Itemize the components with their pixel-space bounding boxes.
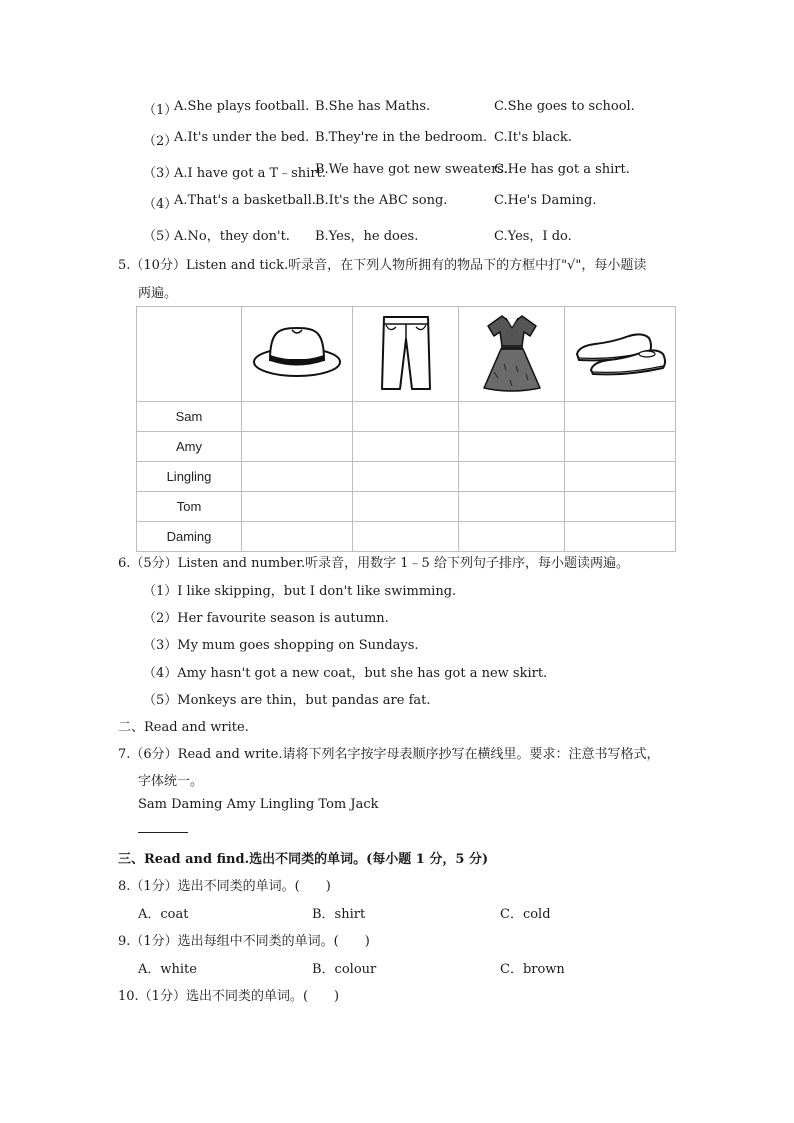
q4-item-1-option-b: B.She has Maths. xyxy=(315,99,431,114)
section-2-heading: 二、Read and write. xyxy=(118,720,249,735)
q4-item-5-option-a: A.No，they don't. xyxy=(174,229,290,244)
q5-dress-cell xyxy=(459,307,565,402)
q5-name-tom: Tom xyxy=(137,492,242,522)
q7-name-list: Sam Daming Amy Lingling Tom Jack xyxy=(138,797,379,812)
q5-tick-table xyxy=(136,306,676,552)
q6-item-5: （5）Monkeys are thin，but pandas are fat. xyxy=(143,693,431,708)
q5-header-row xyxy=(137,307,676,402)
q5-name-sam: Sam xyxy=(137,402,242,432)
tick-box[interactable] xyxy=(242,462,353,492)
shoes-icon xyxy=(573,328,667,378)
q4-item-5-option-b: B.Yes，he does. xyxy=(315,229,419,244)
q4-item-4-option-c: C.He's Daming. xyxy=(494,193,597,208)
tick-box[interactable] xyxy=(242,522,353,552)
trousers-icon xyxy=(376,313,436,393)
q5-name-lingling: Lingling xyxy=(137,462,242,492)
q5-hat-cell xyxy=(242,307,353,402)
dress-icon xyxy=(480,312,544,394)
q4-item-1-option-a: A.She plays football. xyxy=(174,99,310,114)
tick-box[interactable] xyxy=(459,432,565,462)
q10-question: 10.（1分）选出不同类的单词。( ) xyxy=(118,989,340,1004)
q4-item-4-option-b: B.It's the ABC song. xyxy=(315,193,448,208)
tick-box[interactable] xyxy=(353,432,459,462)
tick-box[interactable] xyxy=(353,402,459,432)
tick-box[interactable] xyxy=(565,402,676,432)
q4-item-2-option-b: B.They're in the bedroom. xyxy=(315,130,488,145)
q4-item-5-num: （5） xyxy=(143,229,178,244)
q9-option-c[interactable]: C．brown xyxy=(500,962,565,977)
q7-instruction-cont: 字体统一。 xyxy=(138,774,204,789)
q8-question: 8.（1分）选出不同类的单词。( ) xyxy=(118,879,331,894)
q5-shoes-cell xyxy=(565,307,676,402)
q5-instruction-cont: 两遍。 xyxy=(138,286,178,301)
q6-item-1: （1）I like skipping，but I don't like swimming. xyxy=(143,584,457,599)
tick-box[interactable] xyxy=(459,402,565,432)
q5-instruction: 5.（10分）Listen and tick.听录音，在下列人物所拥有的物品下的方框中打"√"，每小题读 xyxy=(118,258,647,273)
q7-answer-line[interactable] xyxy=(138,832,188,833)
q8-option-b[interactable]: B．shirt xyxy=(312,907,366,922)
q5-row-lingling xyxy=(137,462,676,492)
tick-box[interactable] xyxy=(242,432,353,462)
q6-instruction: 6.（5分）Listen and number.听录音，用数字 1﹣5 给下列句子排序，每小题读两遍。 xyxy=(118,556,629,571)
q9-option-b[interactable]: B．colour xyxy=(312,962,377,977)
q6-item-3: （3）My mum goes shopping on Sundays. xyxy=(143,638,419,653)
tick-box[interactable] xyxy=(353,462,459,492)
q8-option-a[interactable]: A．coat xyxy=(138,907,189,922)
q4-item-1-num: （1） xyxy=(143,103,178,118)
q4-item-3-option-a: A.I have got a T﹣shirt. xyxy=(174,166,326,181)
tick-box[interactable] xyxy=(459,492,565,522)
q7-instruction: 7.（6分）Read and write.请将下列名字按字母表顺序抄写在横线里。要求：注意书写格式， xyxy=(118,747,660,762)
q5-corner-cell xyxy=(137,307,242,402)
q5-row-amy xyxy=(137,432,676,462)
q4-item-3-option-c: C.He has got a shirt. xyxy=(494,162,630,177)
q5-trousers-cell xyxy=(353,307,459,402)
q5-row-tom xyxy=(137,492,676,522)
q4-item-3-num: （3） xyxy=(143,166,178,181)
q8-option-c[interactable]: C．cold xyxy=(500,907,551,922)
tick-box[interactable] xyxy=(459,462,565,492)
tick-box[interactable] xyxy=(565,432,676,462)
q6-item-4: （4）Amy hasn't got a new coat，but she has got a new skirt. xyxy=(143,666,548,681)
tick-box[interactable] xyxy=(242,492,353,522)
q5-row-sam xyxy=(137,402,676,432)
section-3-heading: 三、Read and find.选出不同类的单词。(每小题 1 分，5 分) xyxy=(118,852,489,867)
q9-option-a[interactable]: A．white xyxy=(138,962,197,977)
q5-row-daming xyxy=(137,522,676,552)
q4-item-4-option-a: A.That's a basketball. xyxy=(174,193,316,208)
tick-box[interactable] xyxy=(565,492,676,522)
tick-box[interactable] xyxy=(459,522,565,552)
q4-item-2-num: （2） xyxy=(143,134,178,149)
q6-item-2: （2）Her favourite season is autumn. xyxy=(143,611,389,626)
tick-box[interactable] xyxy=(242,402,353,432)
q4-item-3-option-b: B.We have got new sweaters. xyxy=(315,162,509,177)
hat-icon xyxy=(252,322,342,384)
q4-item-5-option-c: C.Yes，I do. xyxy=(494,229,572,244)
tick-box[interactable] xyxy=(353,492,459,522)
q4-item-1-option-c: C.She goes to school. xyxy=(494,99,635,114)
q4-item-2-option-a: A.It's under the bed. xyxy=(174,130,310,145)
tick-box[interactable] xyxy=(565,522,676,552)
q9-question: 9.（1分）选出每组中不同类的单词。( ) xyxy=(118,934,370,949)
q5-name-daming: Daming xyxy=(137,522,242,552)
q5-name-amy: Amy xyxy=(137,432,242,462)
q4-item-4-num: （4） xyxy=(143,197,178,212)
tick-box[interactable] xyxy=(565,462,676,492)
q4-item-2-option-c: C.It's black. xyxy=(494,130,572,145)
tick-box[interactable] xyxy=(353,522,459,552)
